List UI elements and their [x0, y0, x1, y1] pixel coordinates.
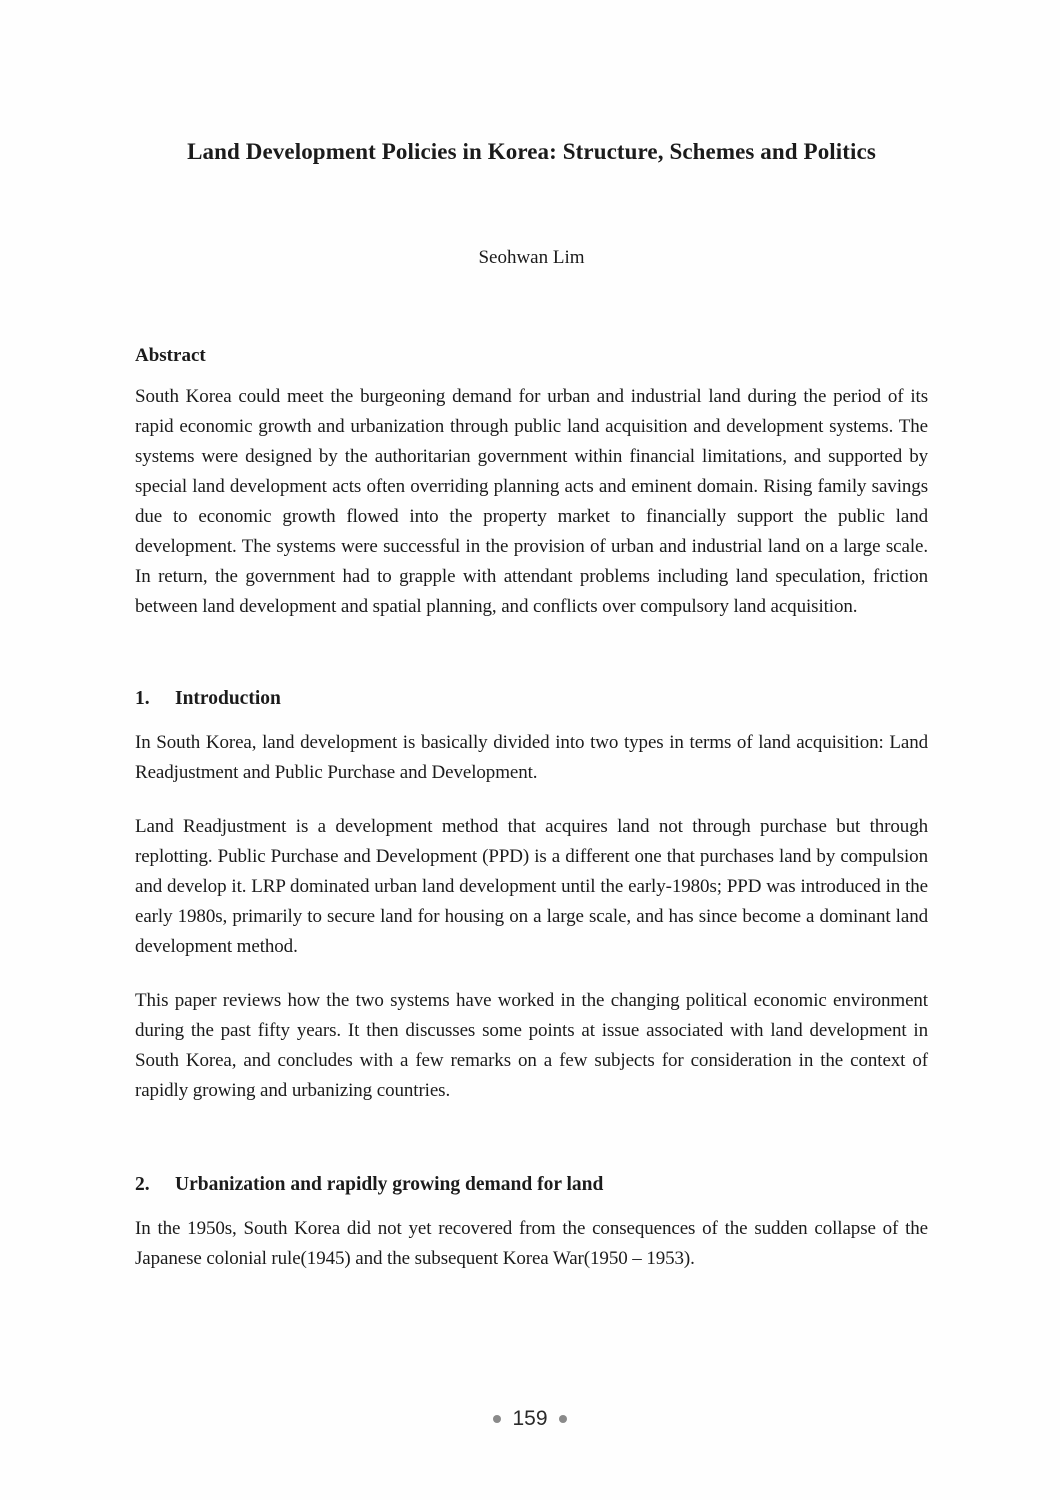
page-footer: [0, 1406, 1060, 1432]
paper-title: Land Development Policies in Korea: Structure, Schemes and Politics: [187, 139, 876, 164]
section-1-paragraph-1: In South Korea, land development is basically divided into two types in terms of land acquisition: Land Readjustment and Public Purchase and Development.: [135, 732, 928, 783]
footer-dot-left-icon: [493, 1415, 501, 1423]
section-1-heading: [135, 686, 928, 712]
section-1-number: 1.: [135, 688, 150, 709]
page-number: 159: [512, 1407, 548, 1430]
section-1-paragraph-3: This paper reviews how the two systems have worked in the changing political economic environment during the past fifty years. It then discusses some points at issue associated with land development in South Korea, and concludes with a few remarks on a few subjects for consideration in the context of rapidly growing and urbanizing countries.: [135, 990, 928, 1101]
footer-dot-right-icon: [559, 1415, 567, 1423]
section-1-title: Introduction: [175, 688, 281, 709]
section-2-paragraph-1: In the 1950s, South Korea did not yet recovered from the consequences of the sudden collapse of the Japanese colonial rule(1945) and the subsequent Korea War(1950 – 1953).: [135, 1218, 928, 1269]
section-2-title: Urbanization and rapidly growing demand for land: [175, 1174, 604, 1195]
abstract-heading: Abstract: [135, 345, 206, 366]
section-1-paragraph-2: Land Readjustment is a development method that acquires land not through purchase but through replotting. Public Purchase and Development (PPD) is a different one that purchases land by compulsion and develop it. LRP dominated urban land development until the early-1980s; PPD was introduced in the early 1980s, primarily to secure land for housing on a large scale, and has since become a dominant land development method.: [135, 816, 928, 957]
section-2-number: 2.: [135, 1174, 150, 1195]
section-2-heading: [135, 1172, 928, 1198]
author-name: Seohwan Lim: [478, 247, 585, 268]
abstract-body: South Korea could meet the burgeoning demand for urban and industrial land during the period of its rapid economic growth and urbanization through public land acquisition and development systems. The systems were designed by the authoritarian government within financial limitations, and supported by special land development acts often overriding planning acts and eminent domain. Rising family savings due to economic growth flowed into the property market to financially support the public land development. The systems were successful in the provision of urban and industrial land on a large scale. In return, the government had to grapple with attendant problems including land speculation, friction between land development and spatial planning, and conflicts over compulsory land acquisition.: [135, 386, 928, 617]
